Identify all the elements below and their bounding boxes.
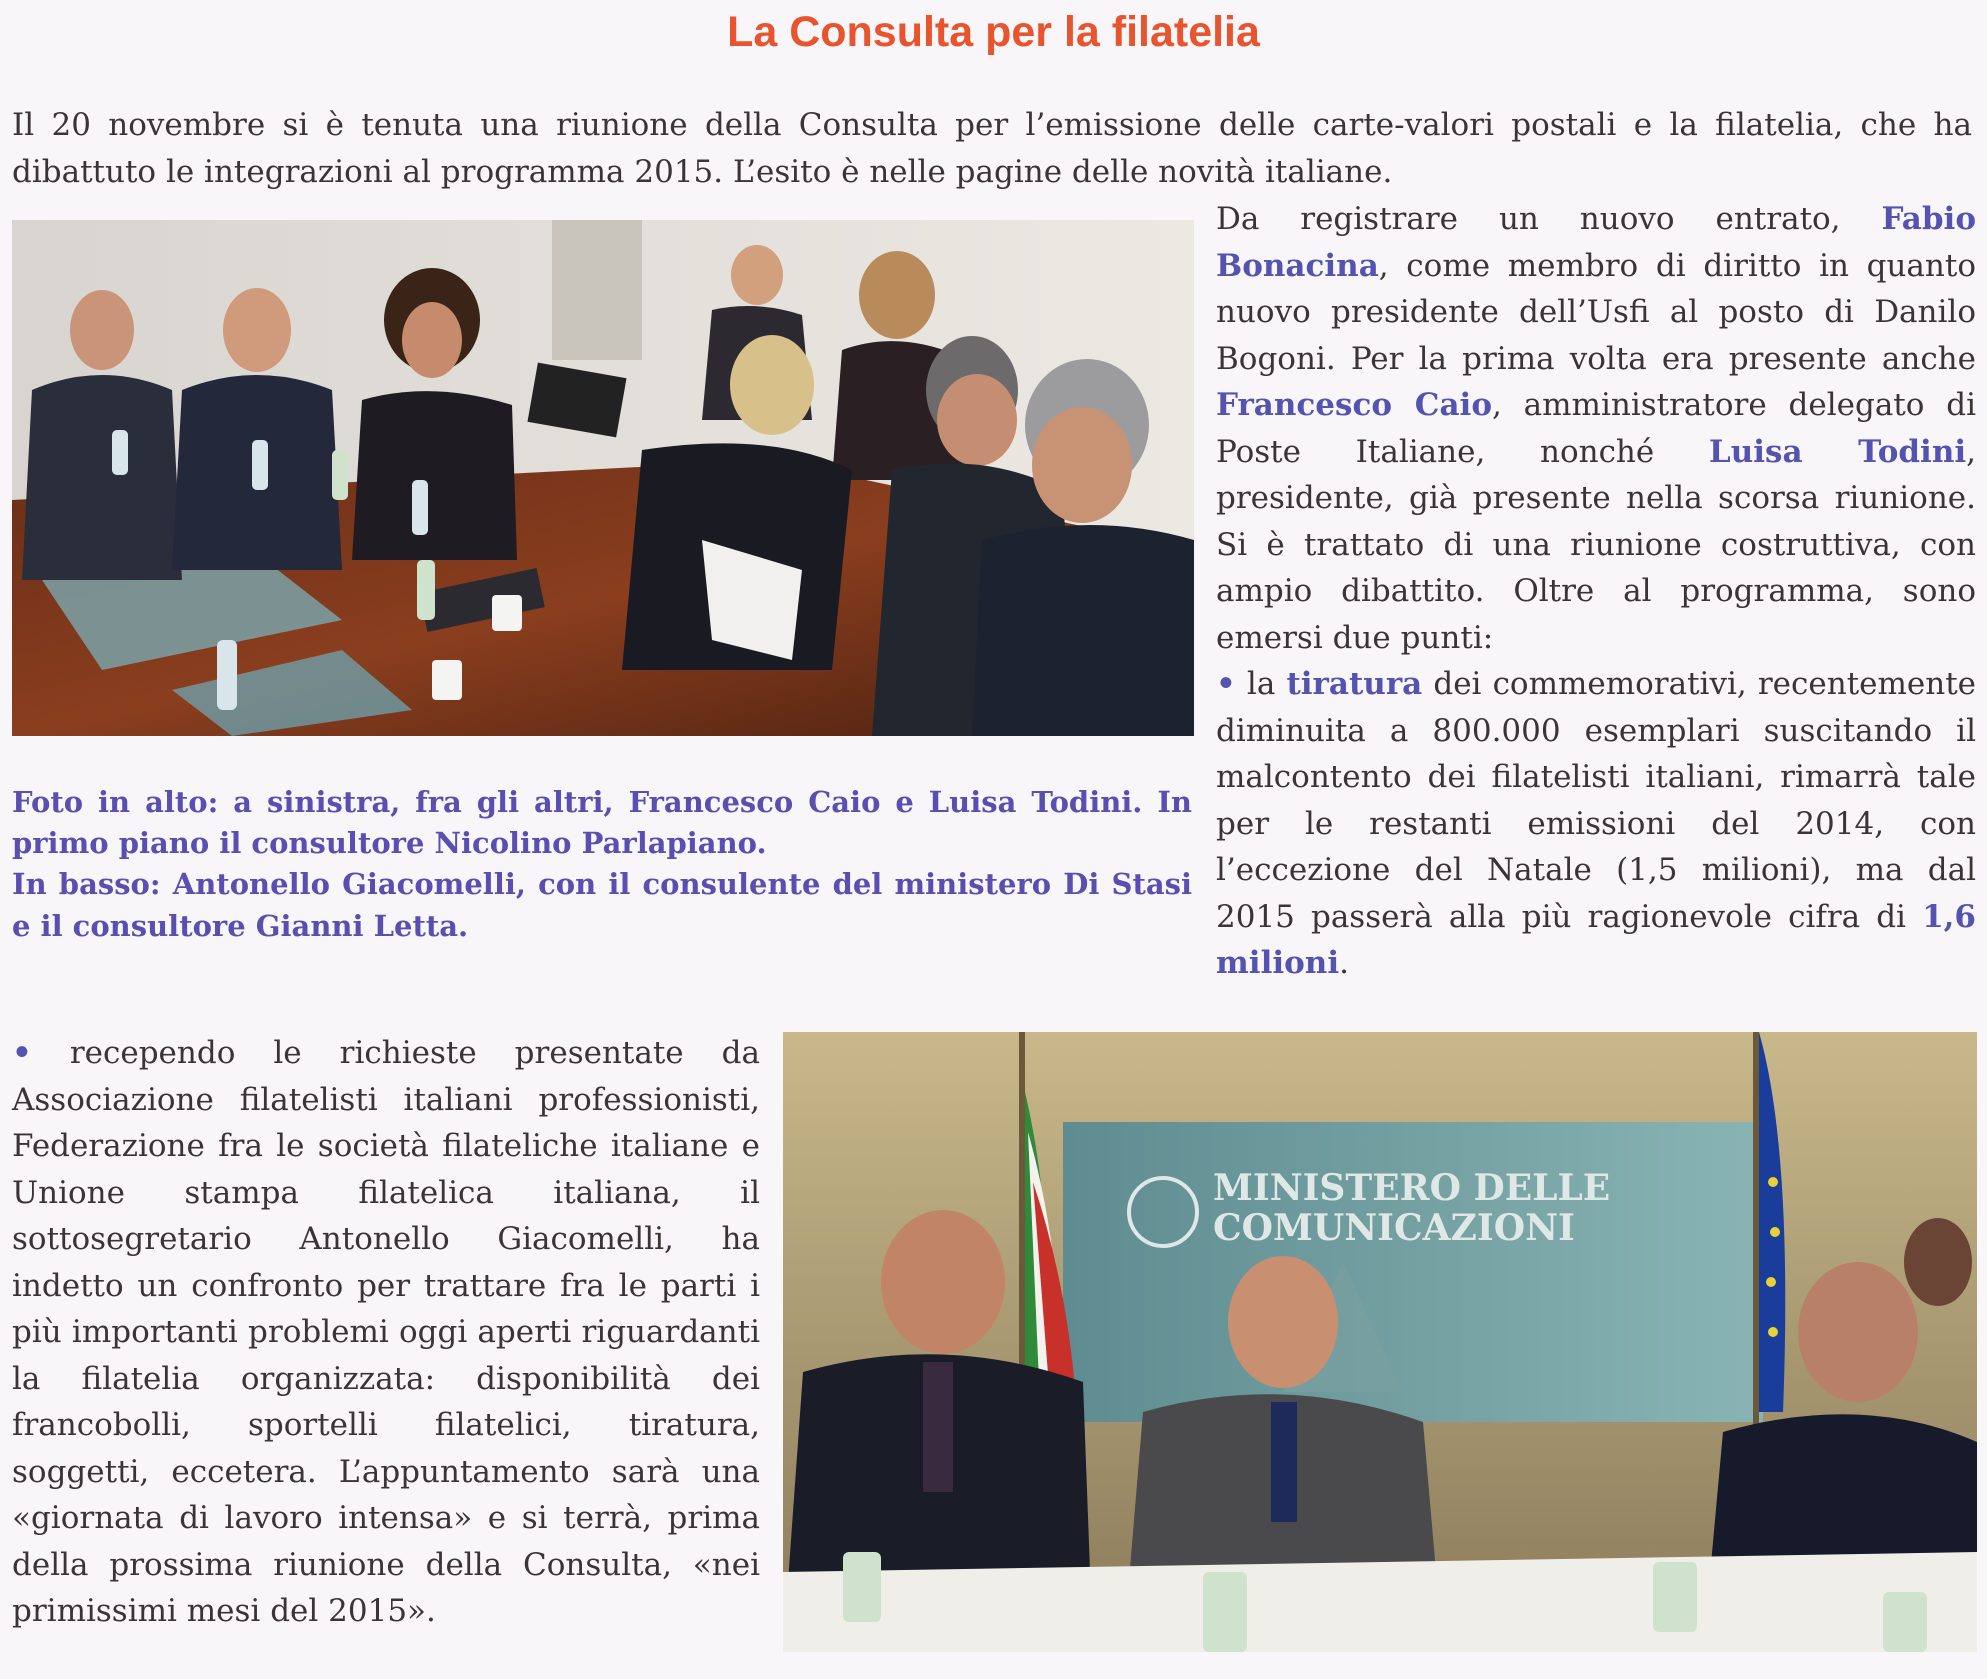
bottom-paragraph bbox=[12, 1030, 760, 1635]
figure-1-6-milioni: 1,6 milioni bbox=[1216, 898, 1976, 981]
bottom-column bbox=[12, 1030, 760, 1635]
meeting-photo-bottom bbox=[783, 1032, 1977, 1652]
text-run: dei commemorativi, recentemente diminuita a 800.000 esemplari suscitando il malcontento dei filatelisti italiani, rimarrà tale per le restanti emissioni del 2014, con l’eccezione del Natale (1,5 milioni), ma dal 2015 passerà alla più ragionevole cifra di bbox=[1216, 666, 1977, 935]
bullet-icon: • bbox=[1216, 666, 1236, 702]
name-todini: Luisa Todini bbox=[1708, 433, 1967, 470]
text-run: la bbox=[1235, 666, 1287, 702]
text-run: . bbox=[1339, 945, 1349, 981]
name-caio: Francesco Caio bbox=[1216, 387, 1492, 423]
page-title: La Consulta per la filatelia bbox=[727, 8, 1260, 56]
text-run: , amministratore delegato di Poste Italiane, nonché bbox=[1216, 387, 1976, 470]
text-run: Da registrare un nuovo entrato, bbox=[1216, 201, 1882, 237]
keyword-tiratura: tiratura bbox=[1286, 666, 1423, 702]
right-paragraph-1 bbox=[1216, 196, 1976, 661]
right-paragraph-2 bbox=[1216, 661, 1976, 987]
name-bonacina: Fabio Bonacina bbox=[1216, 201, 1976, 284]
banner-line-1: MINISTERO DELLE bbox=[1213, 1167, 1611, 1209]
right-column bbox=[1216, 196, 1976, 987]
intro-paragraph: Il 20 novembre si è tenuta una riunione della Consulta per l’emissione delle carte-valori postali e la filatelia, che ha dibattuto le integrazioni al programma 2015. L’esito è nelle pagine delle novità italiane. bbox=[12, 107, 1972, 190]
photo-caption bbox=[12, 782, 1192, 947]
caption-bottom: In basso: Antonello Giacomelli, con il consulente del ministero Di Stasi e il consultore Gianni Letta. bbox=[12, 867, 1192, 943]
text-run: , presidente, già presente nella scorsa riunione. Si è trattato di una riunione costruttiva, con ampio dibattito. Oltre al programma, sono emersi due punti: bbox=[1216, 433, 1976, 656]
caption-top: Foto in alto: a sinistra, fra gli altri, Francesco Caio e Luisa Todini. In primo piano il consultore Nicolino Parlapiano. bbox=[12, 785, 1192, 861]
text-run: recependo le richieste presentate da Associazione filatelisti italiani professionisti, Federazione fra le società filateliche italiane e Unione stampa filatelica italiana, il sottosegretario Antonello Giacomelli, ha indetto un confronto per trattare fra le parti i più importanti problemi oggi aperti riguardanti la filatelia organizzata: disponibilità dei francobolli, sportelli filatelici, tiratura, soggetti, eccetera. L’appuntamento sarà una «giornata di lavoro intensa» e si terrà, prima della prossima riunione della Consulta, «nei primissimi mesi del 2015». bbox=[12, 1035, 760, 1629]
bullet-icon: • bbox=[12, 1035, 32, 1071]
text-run: , come membro di diritto in quanto nuovo presidente dell’Usfi al posto di Danilo Bogoni. Per la prima volta era presente anche bbox=[1216, 247, 1976, 377]
banner-line-2: COMUNICAZIONI bbox=[1213, 1207, 1575, 1249]
meeting-photo-top bbox=[12, 220, 1194, 736]
